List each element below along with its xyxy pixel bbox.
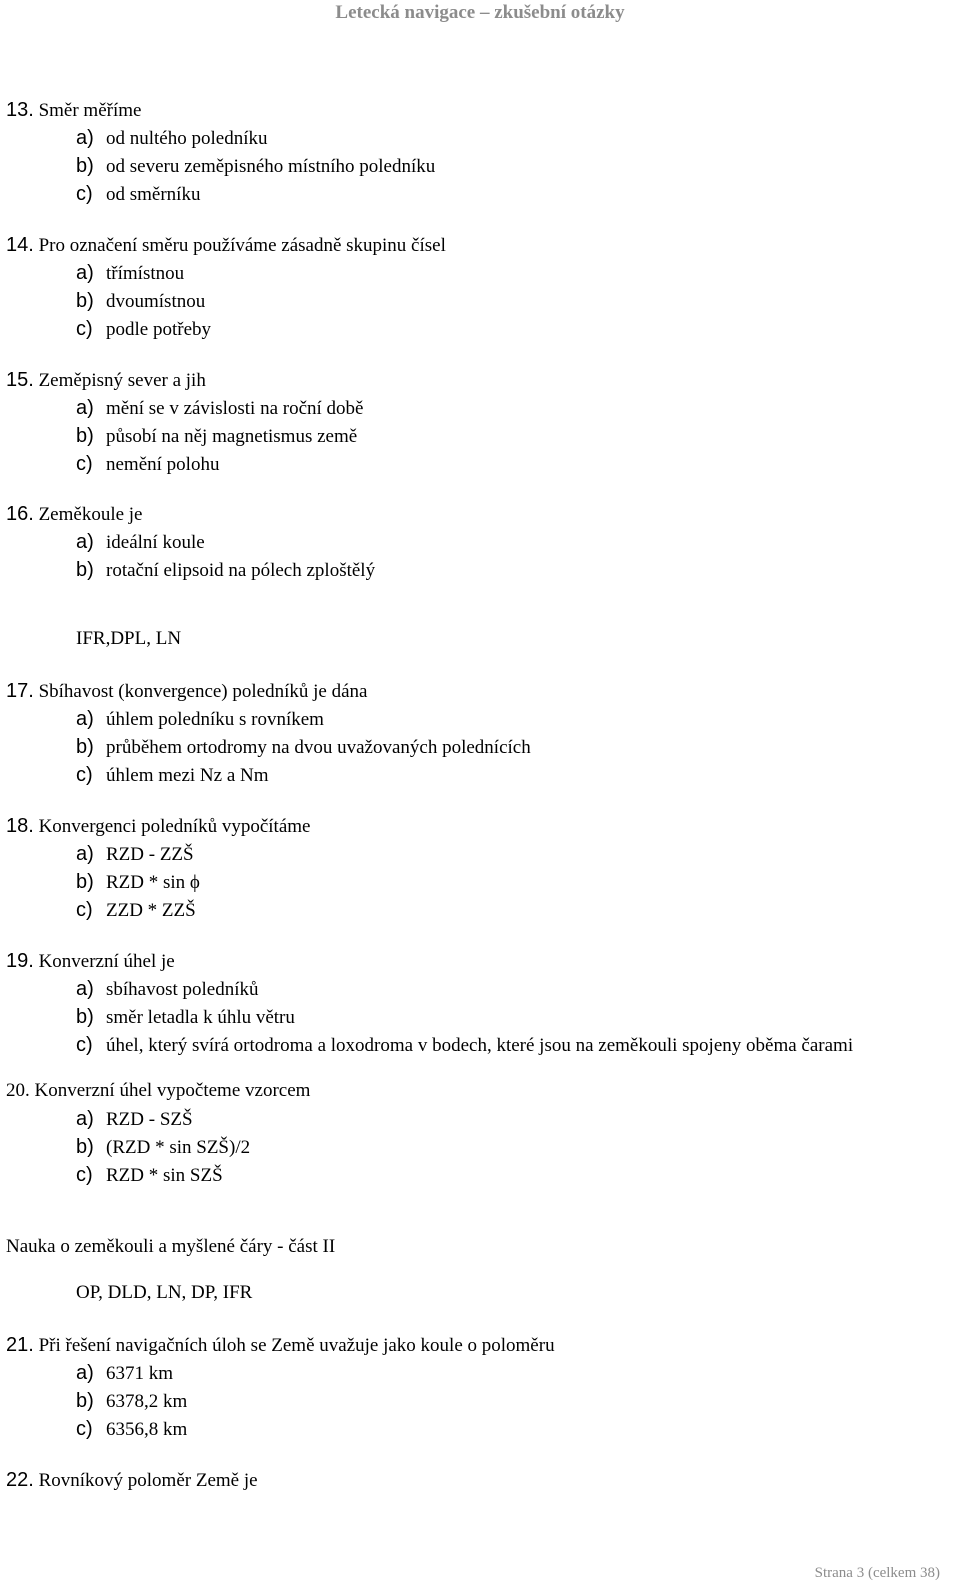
option-b: b) (RZD * sin SZŠ)/2 [76,1136,251,1158]
question-17 [6,677,367,706]
question-number: 15. [6,369,34,391]
question-number: 21. [6,1334,34,1356]
option-b: b) průběhem ortodromy na dvou uvažovaných polednících [76,736,531,758]
option-b: b) působí na něj magnetismus země [76,425,358,447]
question-text: Konverzní úhel je [38,951,175,972]
page-footer: Strana 3 (celkem 38) [814,1565,940,1581]
option-c: c) ZZD * ZZŠ [76,899,196,921]
question-21 [6,1331,555,1360]
option-b: b) 6378,2 km [76,1390,188,1412]
question-text: Směr měříme [38,100,142,121]
option-c: c) RZD * sin SZŠ [76,1164,223,1186]
question-number: 18. [6,815,34,837]
option-a: a) ideální koule [76,531,205,553]
question-22 [6,1466,258,1495]
option-b: b) rotační elipsoid na pólech zploštělý [76,559,376,581]
page-header: Letecká navigace – zkušební otázky [335,2,625,23]
option-b: b) dvoumístnou [76,290,206,312]
question-text: Sbíhavost (konvergence) poledníků je dána [38,681,368,702]
question-text: Zeměkoule je [38,504,143,525]
option-c: c) 6356,8 km [76,1418,188,1440]
question-text: Rovníkový poloměr Země je [38,1470,258,1491]
question-14 [6,231,446,260]
option-c: c) úhel, který svírá ortodroma a loxodroma v bodech, které jsou na zeměkouli spojeny oběma čarami [76,1034,854,1056]
question-number: 14. [6,234,34,256]
question-20 [6,1077,310,1105]
question-text: Při řešení navigačních úloh se Země uvažuje jako koule o poloměru [38,1335,555,1356]
option-a: a) RZD - ZZŠ [76,843,194,865]
question-text: Zeměpisný sever a jih [38,370,206,391]
question-16 [6,500,143,529]
option-a: a) úhlem poledníku s rovníkem [76,708,324,730]
question-number: 16. [6,503,34,525]
question-text: Pro označení směru používáme zásadně skupinu čísel [38,235,446,256]
question-number: 20. [6,1080,30,1101]
question-15 [6,366,206,395]
option-a: a) sbíhavost poledníků [76,978,259,1000]
option-b: b) směr letadla k úhlu větru [76,1006,295,1028]
category-tag: IFR,DPL, LN [76,628,182,649]
question-19 [6,947,175,976]
option-b: b) od severu zeměpisného místního poledníku [76,155,436,177]
option-a: a) třímístnou [76,262,185,284]
option-c: c) úhlem mezi Nz a Nm [76,764,269,786]
question-text: Konvergenci poledníků vypočítáme [38,816,311,837]
category-tag: OP, DLD, LN, DP, IFR [76,1282,253,1303]
question-number: 13. [6,99,34,121]
option-a: a) od nultého poledníku [76,127,268,149]
option-c: c) podle potřeby [76,318,212,340]
question-number: 22. [6,1469,34,1491]
option-c: c) nemění polohu [76,453,220,475]
option-a: a) 6371 km [76,1362,174,1384]
option-b: b) RZD * sin ϕ [76,871,200,893]
question-text: Konverzní úhel vypočteme vzorcem [34,1080,311,1101]
option-a: a) RZD - SZŠ [76,1108,193,1130]
question-13 [6,96,141,125]
section-title: Nauka o zeměkouli a myšlené čáry - část II [6,1236,336,1257]
question-18 [6,812,310,841]
question-number: 19. [6,950,34,972]
option-c: c) od směrníku [76,183,201,205]
question-number: 17. [6,680,34,702]
option-a: a) mění se v závislosti na roční době [76,397,364,419]
